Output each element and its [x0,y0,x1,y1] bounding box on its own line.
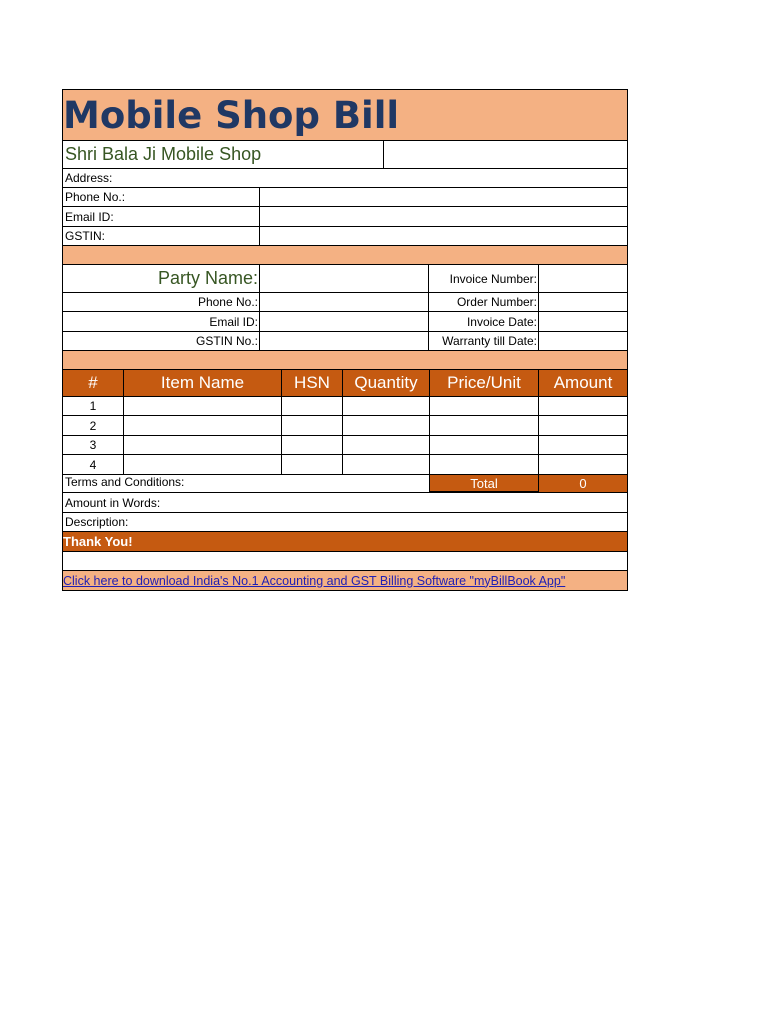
description-row [63,513,627,532]
hsn-cell[interactable] [282,397,343,415]
row-number [63,397,124,415]
party-name-row [63,265,627,293]
address-cell[interactable] [63,169,627,187]
shop-email-label: Email ID: [65,209,114,224]
total-label: Total [470,475,498,491]
header-number-label: # [88,373,98,392]
header-hsn-label: HSN [294,373,330,392]
hsn-cell[interactable] [282,455,343,474]
shop-gstin-label-cell [63,227,260,245]
party-email-label: Email ID: [209,314,258,329]
download-link-row [63,571,627,590]
party-gstin-label-cell [63,332,260,350]
download-app-link[interactable]: Click here to download India's No.1 Accounting and GST Billing Software "myBillBook App" [63,573,566,588]
item-name-cell[interactable] [124,416,282,435]
row-number [63,416,124,435]
quantity-cell[interactable] [343,455,430,474]
row-number-text: 3 [89,438,97,452]
table-row [63,397,627,416]
party-name-label: Party Name: [157,268,258,288]
total-value: 0 [579,476,587,491]
shop-name-row [63,141,627,169]
invoice-date-value-cell[interactable] [539,312,627,331]
amount-words-label: Amount in Words: [65,495,161,510]
header-number [63,370,124,396]
party-phone-label: Phone No.: [197,295,258,309]
shop-phone-value-cell[interactable] [260,188,627,206]
amount-cell[interactable] [539,455,627,474]
description-cell[interactable] [63,513,627,531]
party-name-label-cell [63,265,260,292]
shop-name-cell[interactable] [63,141,384,168]
thank-you-row [63,532,627,552]
header-item-name [124,370,282,396]
price-unit-cell[interactable] [430,397,539,415]
invoice-date-label: Invoice Date: [466,314,537,329]
total-label-cell [430,475,539,492]
party-phone-row [63,293,627,312]
hsn-cell[interactable] [282,416,343,435]
item-name-cell[interactable] [124,455,282,474]
items-table-header [63,370,627,397]
order-number-label: Order Number: [456,295,537,309]
quantity-cell[interactable] [343,436,430,454]
party-email-row [63,312,627,332]
separator-band-2 [63,351,627,370]
empty-row [63,552,627,571]
separator-band [63,246,627,265]
order-number-value-cell[interactable] [539,293,627,311]
bill-sheet [62,89,628,591]
party-email-label-cell [63,312,260,331]
row-number-text: 4 [89,457,97,472]
party-gstin-value-cell[interactable] [260,332,429,350]
shop-phone-label: Phone No.: [65,190,126,204]
terms-total-row [63,475,627,493]
item-name-cell[interactable] [124,436,282,454]
invoice-number-value-cell[interactable] [539,265,627,292]
row-number-text: 2 [89,418,97,433]
hsn-cell[interactable] [282,436,343,454]
table-row [63,455,627,475]
order-number-label-cell [429,293,539,311]
download-link-cell [63,571,627,590]
shop-email-label-cell [63,207,260,226]
party-email-value-cell[interactable] [260,312,429,331]
thank-you-text: Thank You! [63,534,133,549]
invoice-number-label: Invoice Number: [449,271,537,286]
header-price-unit [430,370,539,396]
shop-phone-label-cell [63,188,260,206]
shop-gstin-value-cell[interactable] [260,227,627,245]
title-cell [63,90,627,140]
page-title: Mobile Shop Bill [63,93,400,137]
quantity-cell[interactable] [343,397,430,415]
table-row [63,416,627,436]
table-row [63,436,627,455]
party-phone-value-cell[interactable] [260,293,429,311]
amount-cell[interactable] [539,416,627,435]
row-number [63,436,124,454]
address-label: Address: [65,171,113,185]
terms-cell[interactable] [63,475,430,492]
warranty-date-label-cell [429,332,539,350]
shop-phone-row [63,188,627,207]
total-value-cell [539,475,627,492]
thank-you-cell [63,532,627,551]
amount-cell[interactable] [539,397,627,415]
header-amount-label: Amount [553,373,613,392]
header-quantity-label: Quantity [354,373,418,392]
price-unit-cell[interactable] [430,436,539,454]
invoice-number-label-cell [429,265,539,292]
header-item-name-label: Item Name [160,373,245,392]
price-unit-cell[interactable] [430,455,539,474]
invoice-date-label-cell [429,312,539,331]
warranty-date-value-cell[interactable] [539,332,627,350]
shop-gstin-row [63,227,627,246]
warranty-date-label: Warranty till Date: [442,334,537,348]
amount-cell[interactable] [539,436,627,454]
shop-email-value-cell[interactable] [260,207,627,226]
terms-label: Terms and Conditions: [65,475,185,489]
amount-words-row [63,493,627,513]
party-name-value-cell[interactable] [260,265,429,292]
party-phone-label-cell [63,293,260,311]
amount-words-cell[interactable] [63,493,627,512]
header-hsn [282,370,343,396]
price-unit-cell[interactable] [430,416,539,435]
shop-name-extra-cell[interactable] [384,141,627,168]
header-price-unit-label: Price/Unit [447,373,521,392]
item-name-cell[interactable] [124,397,282,415]
shop-email-row [63,207,627,227]
quantity-cell[interactable] [343,416,430,435]
row-number-text: 1 [89,399,97,413]
shop-name: Shri Bala Ji Mobile Shop [65,144,262,164]
party-gstin-row [63,332,627,351]
description-label: Description: [65,515,129,529]
header-quantity [343,370,430,396]
title-row [63,90,627,141]
address-row [63,169,627,188]
shop-gstin-label: GSTIN: [65,229,106,243]
party-gstin-label: GSTIN No.: [195,334,258,348]
row-number [63,455,124,474]
header-amount [539,370,627,396]
